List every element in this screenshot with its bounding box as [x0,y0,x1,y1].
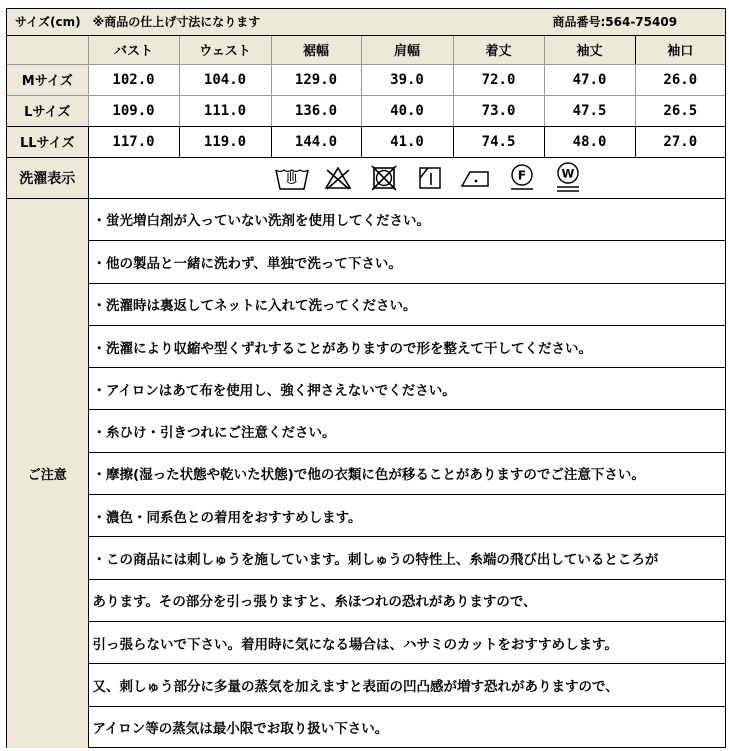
washing-icons-cell [88,157,725,198]
column-header: 袖丈 [544,35,635,64]
iron-low-icon [453,161,499,195]
size-cell: 129.0 [271,64,361,95]
no-bleach-icon [315,161,361,195]
size-cell: 102.0 [88,64,179,95]
size-cell: 47.0 [544,64,635,95]
washing-icons [89,158,726,198]
size-cell: 74.5 [453,126,544,157]
dry-clean-letter: F [517,168,526,182]
column-header: 着丈 [453,35,544,64]
column-header: 裾幅 [271,35,361,64]
note-row [7,368,725,410]
row-label: Mサイズ [7,64,88,95]
note-line: 又、刺しゅう部分に多量の蒸気を加えますと表面の凹凸感が増す恐れがありますので、 [88,664,725,706]
column-header: 肩幅 [361,35,453,64]
wet-clean-letter: W [561,166,574,180]
note-line: ・摩擦(湿った状態や乾いた状態)で他の衣類に色が移ることがありますのでご注意下さい。 [88,452,725,494]
note-row [7,495,725,537]
size-cell: 27.0 [635,126,725,157]
size-cell: 109.0 [88,95,179,126]
shade-drip-dry-icon [407,161,453,195]
size-cell: 39.0 [361,64,453,95]
note-row [7,241,725,283]
size-cell: 111.0 [179,95,271,126]
size-table [7,9,725,199]
corner-cell [7,35,88,64]
note-row [7,621,725,663]
size-cell: 136.0 [271,95,361,126]
size-care-sheet [6,8,726,748]
size-cell: 40.0 [361,95,453,126]
note-line: ・洗濯時は裏返してネットに入れて洗ってください。 [88,283,725,325]
note-line: ・糸ひけ・引きつれにご注意ください。 [88,410,725,452]
size-cell: 117.0 [88,126,179,157]
note-row [7,537,725,579]
size-cell: 41.0 [361,126,453,157]
size-cell: 72.0 [453,64,544,95]
column-header: バスト [88,35,179,64]
note-line: ・アイロンはあて布を使用し、強く押さえないでください。 [88,368,725,410]
note-row [7,325,725,367]
size-title: サイズ(cm) ※商品の仕上げ寸法になります [7,9,453,35]
dry-clean-f-icon [499,161,545,195]
size-cell: 26.0 [635,64,725,95]
size-row-m [7,64,725,95]
note-line: ・洗濯により収縮や型くずれすることがありますので形を整えて干してください。 [88,325,725,367]
washing-label: 洗濯表示 [7,157,88,198]
washing-row [7,157,725,198]
size-row-l [7,95,725,126]
size-cell: 104.0 [179,64,271,95]
hand-wash-icon [269,161,315,195]
row-label: LLサイズ [7,126,88,157]
note-row [7,579,725,621]
notes-table [7,199,725,749]
note-line: ・他の製品と一緒に洗わず、単独で洗って下さい。 [88,241,725,283]
product-number: 商品番号:564-75409 [453,9,725,35]
size-cell: 119.0 [179,126,271,157]
note-line: ・この商品には刺しゅうを施しています。刺しゅうの特性上、糸端の飛び出しているところが [88,537,725,579]
size-cell: 73.0 [453,95,544,126]
note-line: ・濃色・同系色との着用をおすすめします。 [88,495,725,537]
no-tumble-dry-icon [361,161,407,195]
note-row [7,283,725,325]
note-line: アイロン等の蒸気は最小限でお取り扱い下さい。 [92,721,389,738]
note-row [7,410,725,452]
size-cell: 26.5 [635,95,725,126]
notes-label: ご注意 [7,199,88,749]
note-line: ・蛍光増白剤が入っていない洗剤を使用してください。 [88,199,725,241]
note-row [7,664,725,706]
column-header: 袖口 [635,35,725,64]
note-line: あります。その部分を引っ張りますと、糸ほつれの恐れがありますので、 [88,579,725,621]
note-row [7,706,725,748]
size-cell: 48.0 [544,126,635,157]
title-row [7,9,725,35]
size-cell: 144.0 [271,126,361,157]
size-row-ll [7,126,725,157]
column-header-row [7,35,725,64]
column-header: ウェスト [179,35,271,64]
note-line: 引っ張らないで下さい。着用時に気になる場合は、ハサミのカットをおすすめします。 [88,621,725,663]
size-cell: 47.5 [544,95,635,126]
note-row [7,452,725,494]
note-row [7,199,725,241]
wet-clean-w-icon [545,161,591,195]
row-label: Lサイズ [7,95,88,126]
